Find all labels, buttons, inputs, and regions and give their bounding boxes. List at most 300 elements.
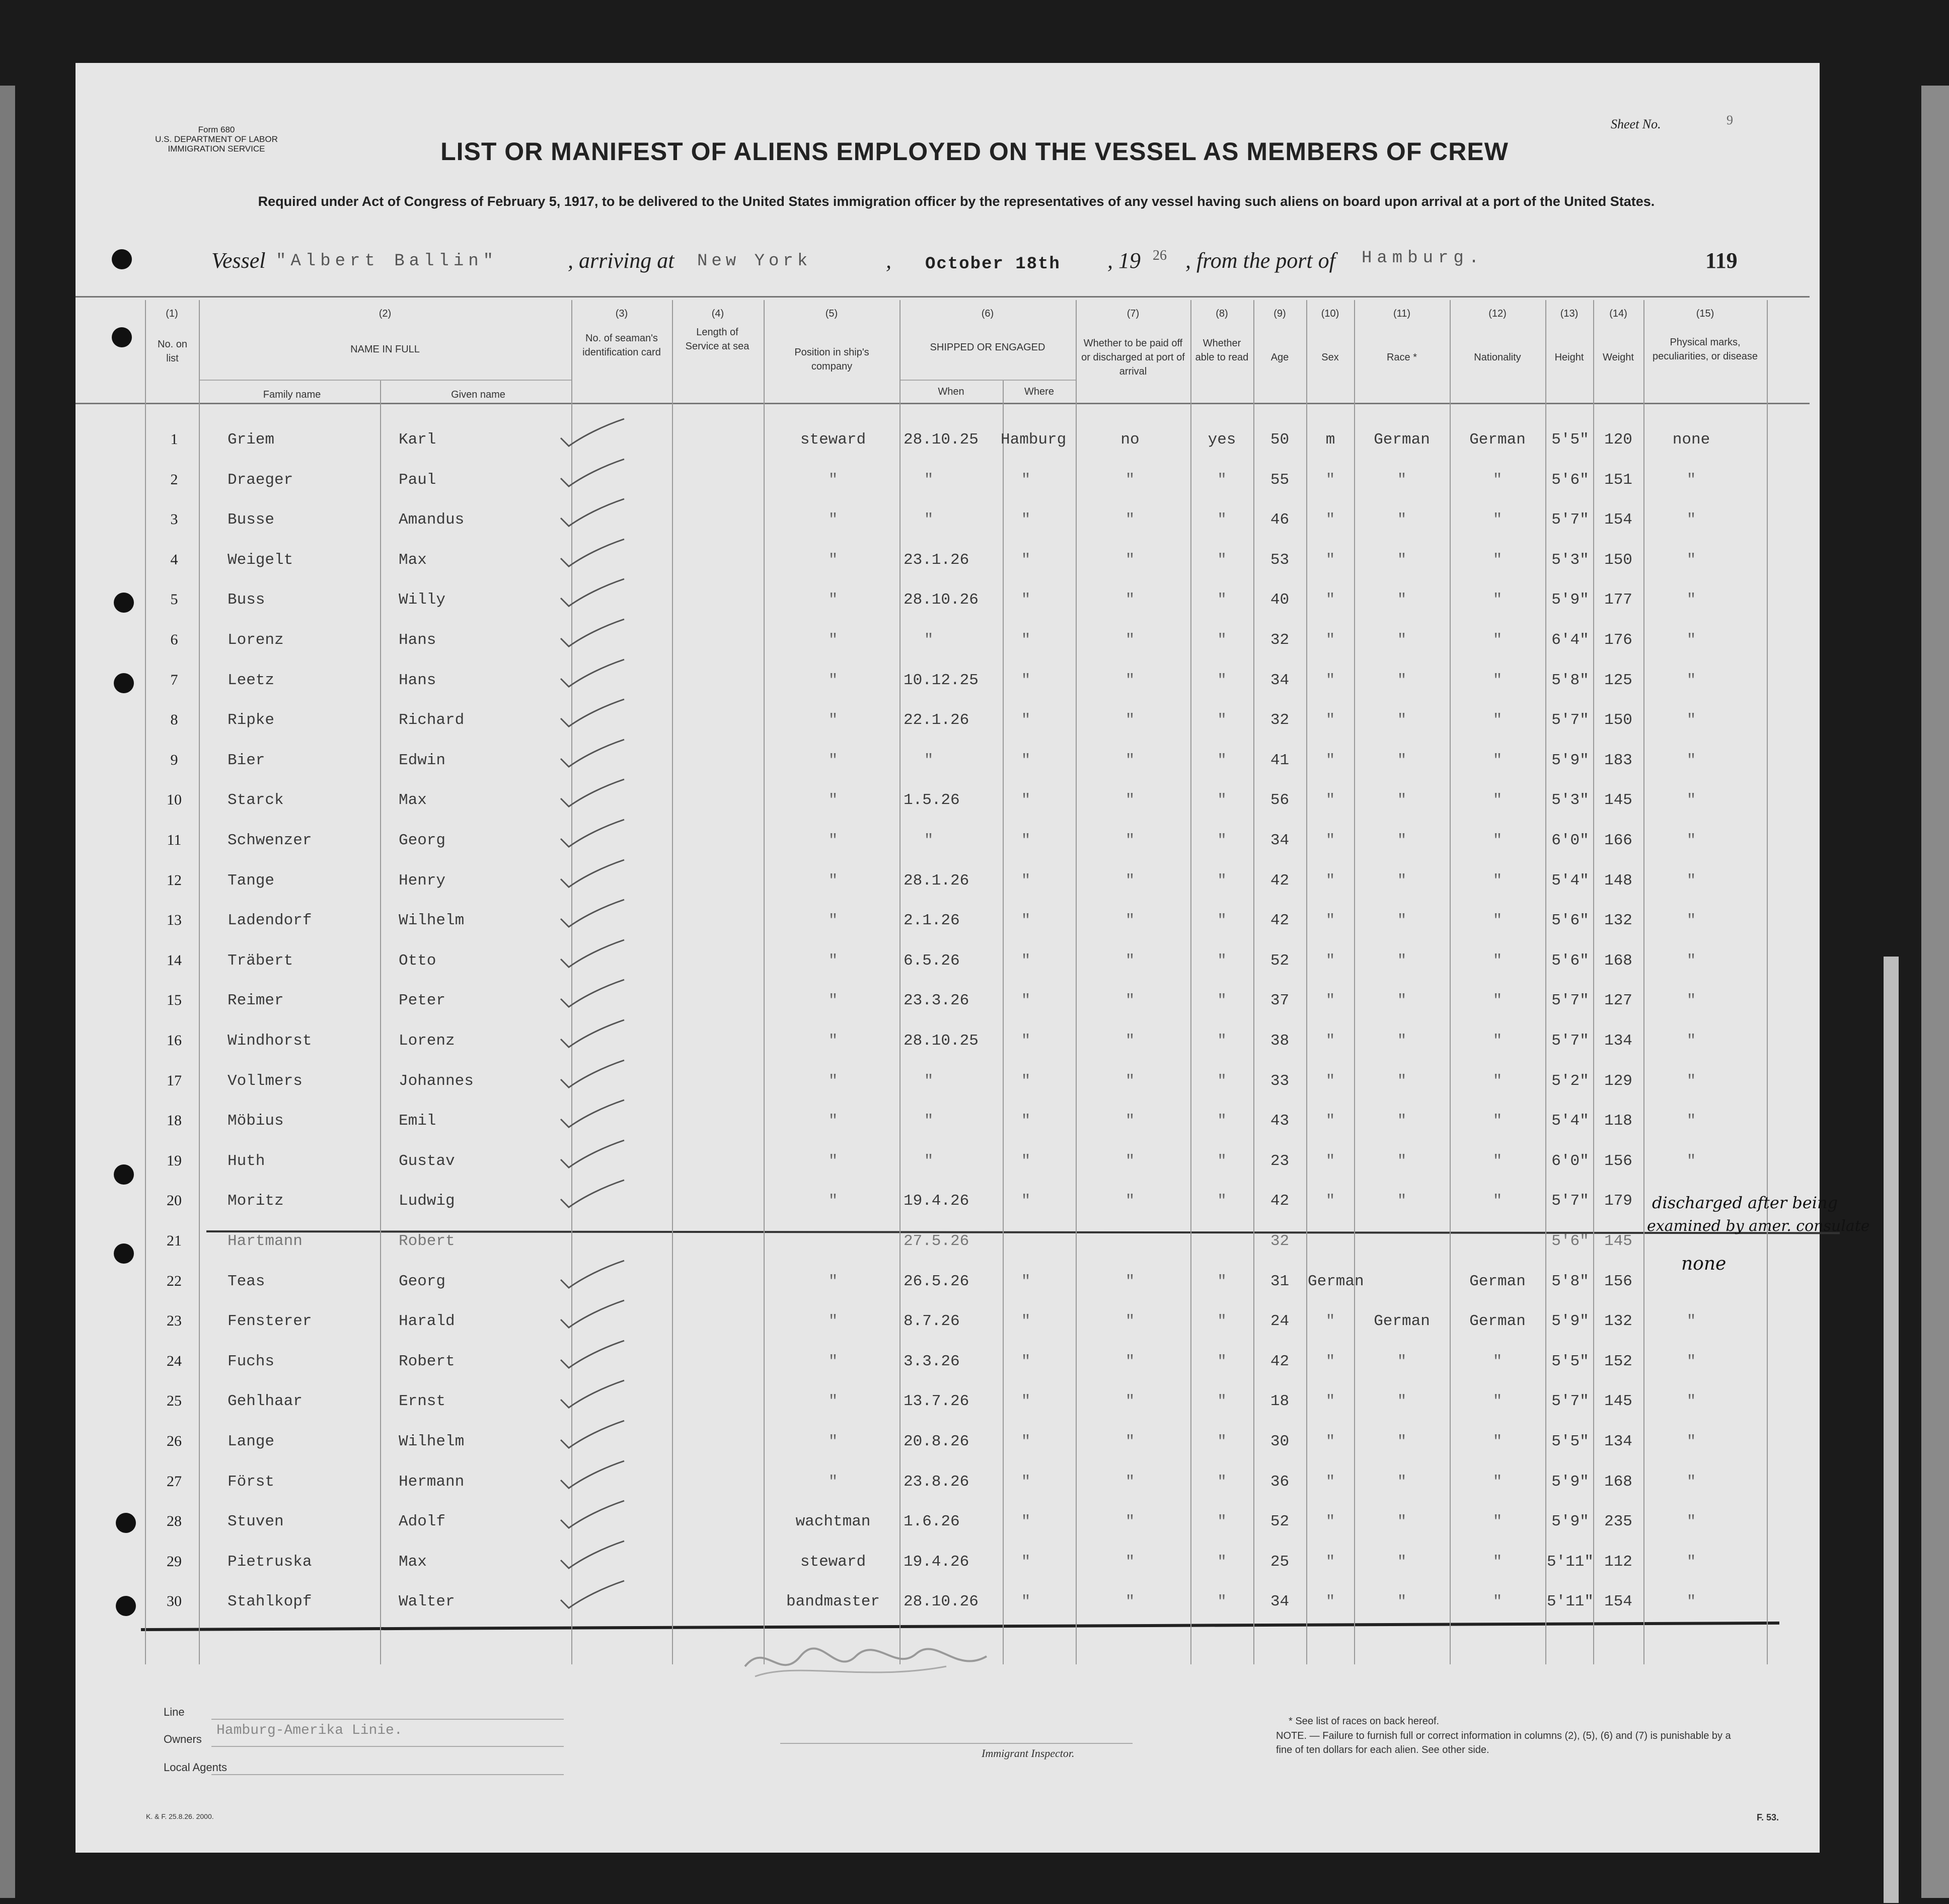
physical-marks-cell: " bbox=[1686, 1032, 1696, 1050]
arriving-label: , arriving at bbox=[568, 248, 674, 273]
age-cell: 23 bbox=[1270, 1152, 1290, 1170]
physical-marks-cell: " bbox=[1686, 591, 1696, 609]
given-name-cell: Ernst bbox=[399, 1393, 446, 1411]
shipped-where-cell: " bbox=[1021, 1312, 1031, 1331]
height-cell: 5'6" bbox=[1551, 951, 1589, 970]
physical-marks-cell: " bbox=[1686, 471, 1696, 489]
family-name-cell: Huth bbox=[228, 1152, 265, 1170]
races-note: * See list of races on back hereof. bbox=[1289, 1716, 1440, 1727]
row-number: 6 bbox=[170, 631, 178, 648]
department-name: U.S. DEPARTMENT OF LABOR bbox=[155, 134, 278, 144]
shipped-when-cell: " bbox=[924, 751, 934, 769]
race-cell: " bbox=[1397, 871, 1407, 890]
physical-marks-cell: " bbox=[1686, 551, 1696, 569]
age-cell: 32 bbox=[1270, 1232, 1290, 1250]
nationality-cell: " bbox=[1492, 832, 1503, 849]
paid-off-cell: no bbox=[1120, 431, 1140, 449]
check-mark-icon bbox=[558, 496, 628, 531]
weight-cell: 120 bbox=[1604, 431, 1632, 449]
check-mark-icon bbox=[558, 1017, 628, 1052]
height-cell: 6'0" bbox=[1551, 1152, 1589, 1170]
row-number: 1 bbox=[170, 431, 178, 448]
family-name-cell: Windhorst bbox=[228, 1032, 312, 1050]
sex-cell: " bbox=[1325, 1473, 1335, 1491]
physical-marks-cell: " bbox=[1686, 951, 1696, 970]
family-name-cell: Draeger bbox=[228, 471, 293, 489]
row-number: 7 bbox=[170, 671, 178, 688]
able-read-cell: " bbox=[1217, 951, 1227, 970]
check-mark-icon bbox=[558, 1338, 628, 1373]
given-name-cell: Amandus bbox=[399, 511, 465, 529]
position-cell: " bbox=[828, 1393, 838, 1411]
shipped-when-cell: " bbox=[924, 1112, 934, 1130]
height-cell: 6'4" bbox=[1551, 631, 1589, 649]
able-read-cell: " bbox=[1217, 1473, 1227, 1491]
weight-cell: 235 bbox=[1604, 1513, 1632, 1531]
shipped-when-cell: " bbox=[924, 1152, 934, 1170]
header-position: Position in ship's company bbox=[794, 347, 869, 372]
sex-cell: " bbox=[1325, 871, 1335, 890]
shipped-where-cell: " bbox=[1021, 951, 1031, 970]
given-name-cell: Richard bbox=[399, 711, 465, 729]
check-mark-icon bbox=[558, 1097, 628, 1132]
nationality-cell: " bbox=[1492, 791, 1503, 810]
row-number: 8 bbox=[170, 711, 178, 728]
height-cell: 5'7" bbox=[1551, 1032, 1589, 1050]
age-cell: 37 bbox=[1270, 992, 1290, 1010]
given-name-cell: Paul bbox=[399, 471, 436, 489]
position-cell: " bbox=[828, 1352, 838, 1370]
race-cell: " bbox=[1397, 1393, 1407, 1411]
physical-marks-cell: " bbox=[1686, 711, 1696, 729]
sex-cell: German bbox=[1308, 1272, 1364, 1290]
nationality-cell: " bbox=[1492, 912, 1503, 930]
position-cell: " bbox=[828, 791, 838, 810]
vessel-label: Vessel bbox=[211, 248, 266, 273]
shipped-where-cell: " bbox=[1021, 791, 1031, 810]
sex-cell: m bbox=[1325, 431, 1335, 449]
weight-cell: 134 bbox=[1604, 1032, 1632, 1050]
able-read-cell: " bbox=[1217, 1553, 1227, 1571]
height-cell: 5'5" bbox=[1551, 431, 1589, 449]
shipped-where-cell: " bbox=[1021, 591, 1031, 609]
age-cell: 43 bbox=[1270, 1112, 1290, 1130]
given-name-cell: Emil bbox=[399, 1112, 436, 1130]
position-cell: " bbox=[828, 1272, 838, 1290]
page-subtitle: Required under Act of Congress of February 5, 1917, to be delivered to the United States immigration officer by the representatives of any vessel having such aliens on board upon arrival at a port of the United States. bbox=[258, 194, 1655, 209]
header-shipped-engaged: SHIPPED OR ENGAGED bbox=[930, 342, 1045, 353]
row-number: 19 bbox=[167, 1152, 182, 1169]
shipped-where-cell: " bbox=[1021, 832, 1031, 849]
able-read-cell: " bbox=[1217, 1513, 1227, 1531]
shipped-when-cell: 23.1.26 bbox=[904, 551, 969, 569]
header-able-read: Whether able to read bbox=[1195, 338, 1249, 363]
paid-off-cell: " bbox=[1125, 751, 1135, 769]
family-name-cell: Möbius bbox=[228, 1112, 284, 1130]
height-cell: 5'5" bbox=[1551, 1352, 1589, 1370]
paid-off-cell: " bbox=[1125, 912, 1135, 930]
age-cell: 34 bbox=[1270, 1593, 1290, 1611]
port-label: , from the port of bbox=[1185, 248, 1335, 273]
row-number: 25 bbox=[167, 1393, 182, 1410]
age-cell: 40 bbox=[1270, 591, 1290, 609]
col-number: (8) bbox=[1216, 308, 1228, 319]
table-top-rule bbox=[76, 296, 1810, 298]
sex-cell: " bbox=[1325, 471, 1335, 489]
owners-value: Hamburg-Amerika Linie. bbox=[216, 1723, 403, 1738]
check-mark-icon bbox=[558, 857, 628, 892]
position-cell: " bbox=[828, 912, 838, 930]
race-cell: " bbox=[1397, 1112, 1407, 1130]
race-cell: " bbox=[1397, 951, 1407, 970]
header-age: Age bbox=[1270, 352, 1289, 363]
position-cell: steward bbox=[800, 431, 866, 449]
table-row bbox=[0, 1553, 1949, 1593]
shipped-when-cell: 28.10.26 bbox=[904, 591, 979, 609]
family-name-cell: Stahlkopf bbox=[228, 1593, 312, 1611]
family-name-cell: Lange bbox=[228, 1433, 275, 1450]
weight-cell: 134 bbox=[1604, 1433, 1632, 1450]
inspector-rule bbox=[780, 1743, 1133, 1744]
check-mark-icon bbox=[558, 977, 628, 1012]
height-cell: 5'5" bbox=[1551, 1433, 1589, 1450]
position-cell: " bbox=[828, 1152, 838, 1170]
able-read-cell: " bbox=[1217, 711, 1227, 729]
paid-off-cell: " bbox=[1125, 1312, 1135, 1331]
able-read-cell: " bbox=[1217, 751, 1227, 769]
nationality-cell: " bbox=[1492, 1152, 1503, 1170]
check-mark-icon bbox=[558, 696, 628, 731]
sheet-label: Sheet No. bbox=[1611, 117, 1661, 131]
given-name-cell: Gustav bbox=[399, 1152, 455, 1170]
able-read-cell: " bbox=[1217, 551, 1227, 569]
shipped-when-cell: 8.7.26 bbox=[904, 1312, 960, 1331]
shipped-when-cell: 19.4.26 bbox=[904, 1192, 969, 1210]
check-mark-icon bbox=[558, 416, 628, 451]
position-cell: " bbox=[828, 751, 838, 769]
height-cell: 5'3" bbox=[1551, 791, 1589, 810]
given-name-cell: Robert bbox=[399, 1232, 455, 1250]
sex-cell: " bbox=[1325, 1553, 1335, 1571]
table-row bbox=[0, 1032, 1949, 1072]
sex-cell: " bbox=[1325, 1112, 1335, 1130]
service-name: IMMIGRATION SERVICE bbox=[168, 144, 265, 154]
table-row bbox=[0, 1232, 1949, 1272]
paid-off-cell: " bbox=[1125, 551, 1135, 569]
inspector-label: Immigrant Inspector. bbox=[982, 1747, 1075, 1760]
able-read-cell: " bbox=[1217, 1072, 1227, 1090]
able-read-cell: " bbox=[1217, 1352, 1227, 1370]
table-row bbox=[0, 551, 1949, 591]
position-cell: " bbox=[828, 1312, 838, 1331]
position-cell: " bbox=[828, 871, 838, 890]
position-cell: " bbox=[828, 1112, 838, 1130]
weight-cell: 129 bbox=[1604, 1072, 1632, 1090]
sheet-number: 9 bbox=[1727, 113, 1733, 127]
physical-marks-cell: " bbox=[1686, 1112, 1696, 1130]
position-cell: " bbox=[828, 591, 838, 609]
weight-cell: 127 bbox=[1604, 992, 1632, 1010]
able-read-cell: " bbox=[1217, 1032, 1227, 1050]
physical-marks-cell: " bbox=[1686, 1312, 1696, 1331]
given-name-cell: Wilhelm bbox=[399, 1433, 465, 1450]
shipped-when-cell: 3.3.26 bbox=[904, 1352, 960, 1370]
row-number: 16 bbox=[167, 1032, 182, 1049]
weight-cell: 148 bbox=[1604, 871, 1632, 890]
family-name-cell: Först bbox=[228, 1473, 275, 1491]
sex-cell: " bbox=[1325, 832, 1335, 849]
paid-off-cell: " bbox=[1125, 1032, 1135, 1050]
table-row bbox=[0, 431, 1949, 471]
check-mark-icon bbox=[558, 1418, 628, 1453]
check-mark-icon bbox=[558, 1297, 628, 1333]
shipped-where-cell: " bbox=[1021, 1433, 1031, 1450]
table-row bbox=[0, 1473, 1949, 1513]
given-name-cell: Walter bbox=[399, 1593, 455, 1611]
nationality-cell: German bbox=[1469, 1272, 1526, 1290]
family-name-cell: Teas bbox=[228, 1272, 265, 1290]
paid-off-cell: " bbox=[1125, 631, 1135, 649]
shipped-where-cell: " bbox=[1021, 551, 1031, 569]
physical-marks-cell: " bbox=[1686, 871, 1696, 890]
paid-off-cell: " bbox=[1125, 951, 1135, 970]
family-name-cell: Träbert bbox=[228, 951, 293, 970]
physical-marks-cell: " bbox=[1686, 1473, 1696, 1491]
able-read-cell: " bbox=[1217, 1393, 1227, 1411]
family-name-cell: Hartmann bbox=[228, 1232, 303, 1250]
row-number: 24 bbox=[167, 1352, 182, 1369]
able-read-cell: " bbox=[1217, 671, 1227, 689]
shipped-where-cell: " bbox=[1021, 1513, 1031, 1531]
sex-cell: " bbox=[1325, 751, 1335, 769]
shipped-where-cell: " bbox=[1021, 1192, 1031, 1210]
given-name-cell: Johannes bbox=[399, 1072, 474, 1090]
able-read-cell: " bbox=[1217, 1312, 1227, 1331]
sex-cell: " bbox=[1325, 711, 1335, 729]
paid-off-cell: " bbox=[1125, 1513, 1135, 1531]
weight-cell: 156 bbox=[1604, 1152, 1632, 1170]
col-number: (7) bbox=[1127, 308, 1140, 319]
age-cell: 52 bbox=[1270, 951, 1290, 970]
race-cell: " bbox=[1397, 471, 1407, 489]
able-read-cell: " bbox=[1217, 1112, 1227, 1130]
sex-cell: " bbox=[1325, 912, 1335, 930]
sex-cell: " bbox=[1325, 551, 1335, 569]
physical-marks-cell: " bbox=[1686, 791, 1696, 810]
age-cell: 41 bbox=[1270, 751, 1290, 769]
height-cell: 5'8" bbox=[1551, 671, 1589, 689]
paid-off-cell: " bbox=[1125, 1553, 1135, 1571]
table-row bbox=[0, 591, 1949, 631]
row-number: 21 bbox=[167, 1232, 182, 1249]
owners-rule bbox=[211, 1746, 564, 1747]
given-name-cell: Ludwig bbox=[399, 1192, 455, 1210]
position-cell: " bbox=[828, 671, 838, 689]
weight-cell: 150 bbox=[1604, 711, 1632, 729]
shipped-where-cell: " bbox=[1021, 1593, 1031, 1611]
agents-rule bbox=[211, 1774, 564, 1775]
sex-cell: " bbox=[1325, 1513, 1335, 1531]
physical-marks-cell: " bbox=[1686, 1352, 1696, 1370]
weight-cell: 176 bbox=[1604, 631, 1632, 649]
weight-cell: 156 bbox=[1604, 1272, 1632, 1290]
physical-marks-cell: " bbox=[1686, 992, 1696, 1010]
able-read-cell: " bbox=[1217, 1272, 1227, 1290]
col-number: (11) bbox=[1393, 308, 1411, 319]
header-height: Height bbox=[1554, 352, 1584, 363]
physical-marks-cell: " bbox=[1686, 1593, 1696, 1611]
col-number: (12) bbox=[1488, 308, 1507, 319]
shipped-when-cell: 19.4.26 bbox=[904, 1553, 969, 1571]
shipped-when-cell: 20.8.26 bbox=[904, 1433, 969, 1450]
age-cell: 30 bbox=[1270, 1433, 1290, 1450]
sex-cell: " bbox=[1325, 1152, 1335, 1170]
row-number: 18 bbox=[167, 1112, 182, 1129]
race-cell: " bbox=[1397, 1553, 1407, 1571]
able-read-cell: " bbox=[1217, 992, 1227, 1010]
shipped-where-cell: " bbox=[1021, 871, 1031, 890]
race-cell: " bbox=[1397, 1192, 1407, 1210]
weight-cell: 166 bbox=[1604, 832, 1632, 849]
shipped-where-cell: " bbox=[1021, 1112, 1031, 1130]
comma: , bbox=[886, 248, 891, 273]
col-number: (10) bbox=[1321, 308, 1339, 319]
race-cell: " bbox=[1397, 671, 1407, 689]
weight-cell: 132 bbox=[1604, 1312, 1632, 1331]
table-row bbox=[0, 471, 1949, 511]
header-no-on-list: No. on list bbox=[158, 339, 187, 364]
able-read-cell: " bbox=[1217, 791, 1227, 810]
race-cell: " bbox=[1397, 1473, 1407, 1491]
position-cell: " bbox=[828, 511, 838, 529]
family-name-cell: Schwenzer bbox=[228, 832, 312, 849]
nationality-cell: " bbox=[1492, 1553, 1503, 1571]
race-cell: " bbox=[1397, 591, 1407, 609]
weight-cell: 154 bbox=[1604, 511, 1632, 529]
shipped-where-cell: " bbox=[1021, 1553, 1031, 1571]
height-cell: 5'3" bbox=[1551, 551, 1589, 569]
print-code: K. & F. 25.8.26. 2000. bbox=[146, 1812, 214, 1820]
paid-off-cell: " bbox=[1125, 471, 1135, 489]
race-cell: German bbox=[1374, 1312, 1430, 1331]
table-row bbox=[0, 1393, 1949, 1432]
shipped-when-cell: 10.12.25 bbox=[904, 671, 979, 689]
nationality-cell: " bbox=[1492, 1072, 1503, 1090]
nationality-cell: " bbox=[1492, 1393, 1503, 1411]
race-cell: " bbox=[1397, 1513, 1407, 1531]
shipped-when-cell: " bbox=[924, 832, 934, 849]
nationality-cell: " bbox=[1492, 471, 1503, 489]
table-row bbox=[0, 952, 1949, 992]
race-cell: " bbox=[1397, 1352, 1407, 1370]
paid-off-cell: " bbox=[1125, 1433, 1135, 1450]
table-row bbox=[0, 1152, 1949, 1192]
paid-off-cell: " bbox=[1125, 1192, 1135, 1210]
shipped-when-cell: 13.7.26 bbox=[904, 1393, 969, 1411]
age-cell: 55 bbox=[1270, 471, 1290, 489]
table-row bbox=[0, 791, 1949, 831]
row-number: 12 bbox=[167, 871, 182, 889]
given-name-cell: Karl bbox=[399, 431, 436, 449]
paid-off-cell: " bbox=[1125, 711, 1135, 729]
physical-marks-cell: " bbox=[1686, 832, 1696, 849]
given-name-cell: Hans bbox=[399, 671, 436, 689]
height-cell: 5'7" bbox=[1551, 711, 1589, 729]
physical-marks-cell: " bbox=[1686, 1433, 1696, 1450]
family-name-cell: Starck bbox=[228, 791, 284, 810]
col-number: (1) bbox=[166, 308, 178, 319]
position-cell: " bbox=[828, 631, 838, 649]
family-name-cell: Pietruska bbox=[228, 1553, 312, 1571]
given-name-cell: Max bbox=[399, 791, 427, 810]
able-read-cell: " bbox=[1217, 471, 1227, 489]
weight-cell: 183 bbox=[1604, 751, 1632, 769]
family-name-cell: Stuven bbox=[228, 1513, 284, 1531]
discharge-note-line2: examined by amer. consulate bbox=[1647, 1217, 1870, 1235]
weight-cell: 112 bbox=[1604, 1553, 1632, 1571]
weight-cell: 152 bbox=[1604, 1352, 1632, 1370]
physical-marks-cell: " bbox=[1686, 751, 1696, 769]
given-name-cell: Robert bbox=[399, 1352, 455, 1370]
shipped-when-cell: 1.5.26 bbox=[904, 791, 960, 810]
nationality-cell: " bbox=[1492, 1473, 1503, 1491]
age-cell: 38 bbox=[1270, 1032, 1290, 1050]
row-number: 11 bbox=[167, 832, 182, 848]
year-suffix: 26 bbox=[1153, 248, 1167, 263]
vessel-name: "Albert Ballin" bbox=[276, 252, 498, 271]
paid-off-cell: " bbox=[1125, 591, 1135, 609]
race-cell: " bbox=[1397, 751, 1407, 769]
nationality-cell: " bbox=[1492, 671, 1503, 689]
position-cell: " bbox=[828, 1473, 838, 1491]
physical-marks-cell: none bbox=[1672, 431, 1710, 449]
local-agents-label: Local Agents bbox=[164, 1761, 227, 1774]
height-cell: 5'6" bbox=[1551, 1232, 1589, 1250]
height-cell: 5'7" bbox=[1551, 1393, 1589, 1411]
given-name-cell: Adolf bbox=[399, 1513, 446, 1531]
shipped-where-cell: " bbox=[1021, 992, 1031, 1010]
row-number: 13 bbox=[167, 912, 182, 929]
age-cell: 42 bbox=[1270, 871, 1290, 890]
table-row bbox=[0, 511, 1949, 551]
header-given-name: Given name bbox=[451, 389, 505, 400]
paid-off-cell: " bbox=[1125, 1152, 1135, 1170]
shipped-when-cell: 27.5.26 bbox=[904, 1232, 969, 1250]
physical-marks-cell: " bbox=[1686, 671, 1696, 689]
nationality-cell: " bbox=[1492, 1352, 1503, 1370]
given-name-cell: Wilhelm bbox=[399, 912, 465, 930]
shipped-when-cell: 28.10.25 bbox=[904, 1032, 979, 1050]
table-row bbox=[0, 912, 1949, 951]
able-read-cell: " bbox=[1217, 912, 1227, 930]
weight-cell: 145 bbox=[1604, 791, 1632, 810]
inspector-signature-scrawl bbox=[735, 1636, 997, 1687]
position-cell: steward bbox=[800, 1553, 866, 1571]
shipped-when-cell: 28.10.26 bbox=[904, 1593, 979, 1611]
race-cell: " bbox=[1397, 511, 1407, 529]
physical-marks-cell: " bbox=[1686, 1072, 1696, 1090]
weight-cell: 132 bbox=[1604, 912, 1632, 930]
check-mark-icon bbox=[558, 1498, 628, 1533]
row-number: 22 bbox=[167, 1272, 182, 1289]
departure-port: Hamburg. bbox=[1362, 249, 1484, 268]
header-when: When bbox=[938, 386, 964, 397]
row-number: 5 bbox=[170, 591, 178, 608]
col-number: (9) bbox=[1273, 308, 1286, 319]
table-row bbox=[0, 1353, 1949, 1393]
punch-hole bbox=[112, 249, 132, 269]
age-cell: 42 bbox=[1270, 1352, 1290, 1370]
